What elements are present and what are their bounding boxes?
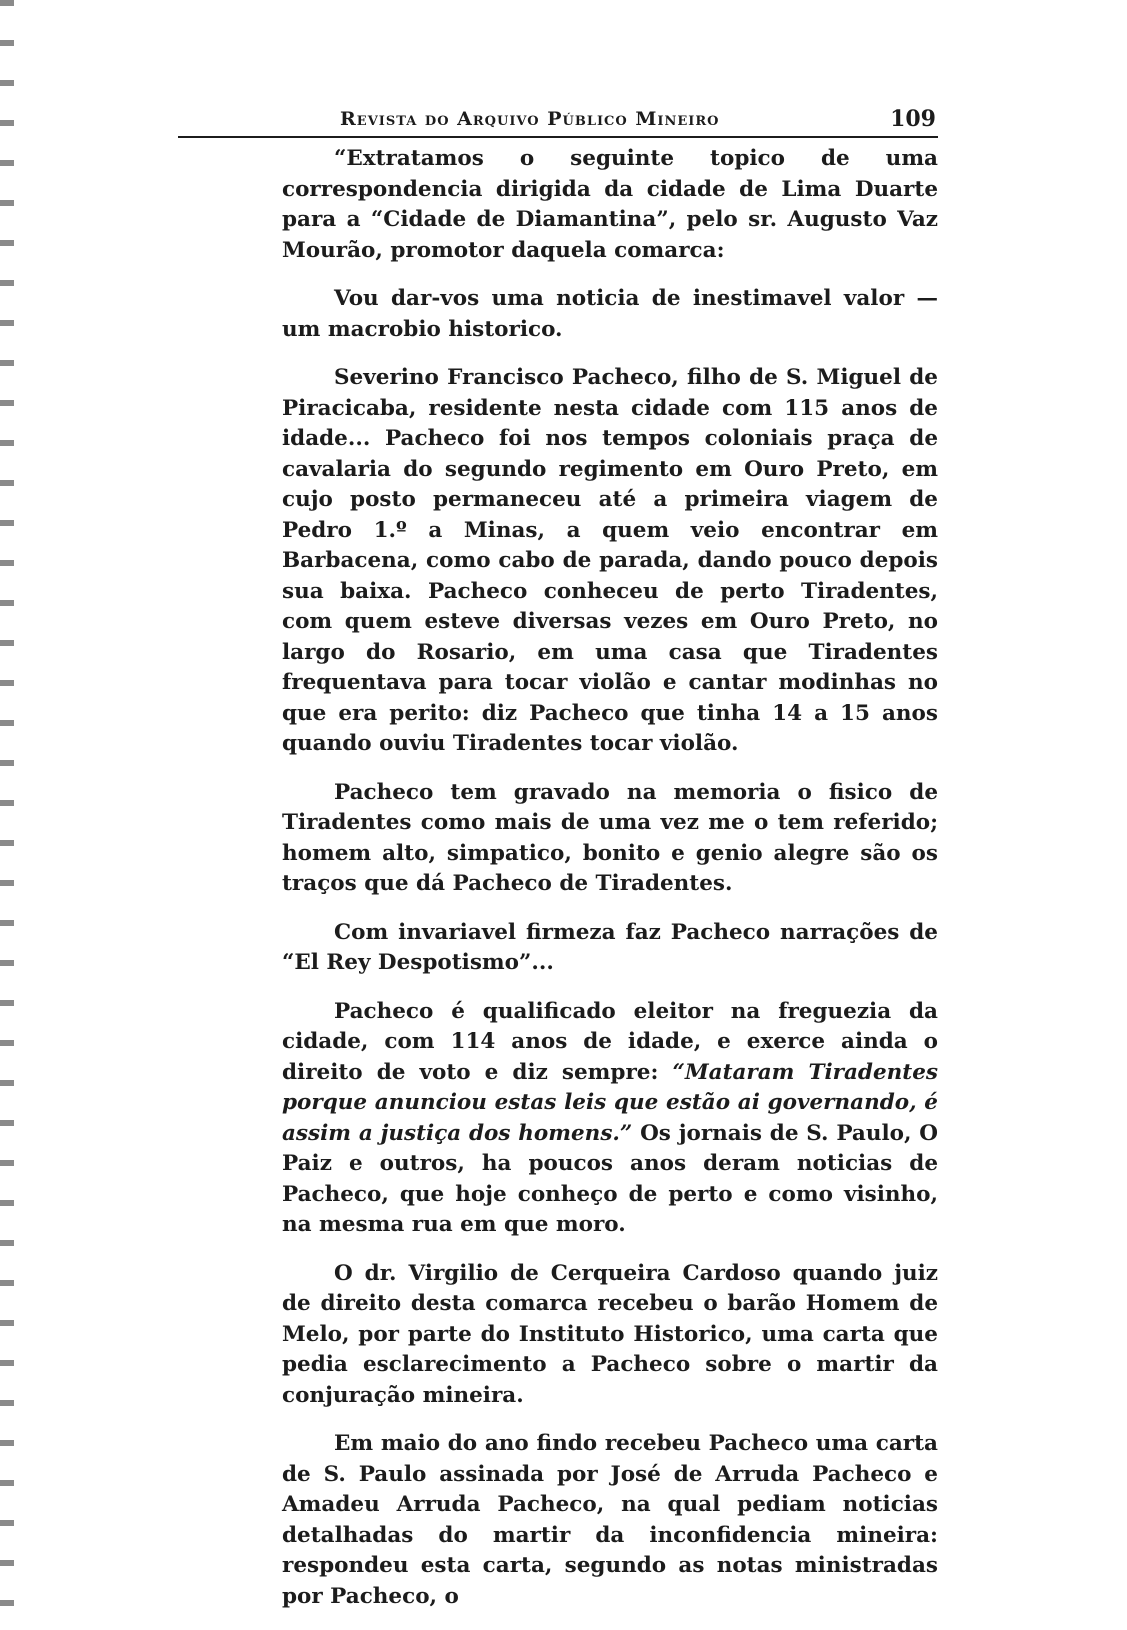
paragraph-macrobio: Vou dar-vos uma noticia de inestimavel valor — um macrobio historico. [282,286,938,342]
journal-title: Revista do Arquivo Público Mineiro [340,108,720,130]
eleitor-text-before: Pacheco é qualificado eleitor na freguezia da cidade, com 114 anos de idade, e exerce ainda o direito de voto e diz sempre: [282,998,938,1085]
running-header [178,96,938,138]
document-page [178,96,938,1630]
page-number: 109 [890,106,936,132]
paragraph-fisico: Pacheco tem gravado na memoria o fisico de Tiradentes como mais de uma vez me o tem referido; homem alto, simpatico, bonito e genio alegre são os traços que dá Pacheco de Tiradentes. [282,779,938,896]
paragraph-eleitor [282,997,938,1241]
paragraph-severino: Severino Francisco Pacheco, filho de S. Miguel de Piracicaba, residente nesta cidade com 115 anos de idade... Pacheco foi nos tempos coloniais praça de cavalaria do segundo regimento em Ouro Preto, em cujo posto permaneceu até a primeira viagem de Pedro 1.º a Minas, a quem veio encontrar em Barbacena, como cabo de parada, dando pouco depois sua baixa. Pacheco conheceu de perto Tiradentes, com quem esteve diversas vezes em Ouro Preto, no largo do Rosario, em uma casa que Tiradentes frequentava para tocar violão e cantar modinhas no que era perito: diz Pacheco que tinha 14 a 15 anos quando ouviu Tiradentes tocar violão. [282,365,938,756]
paragraph-virgilio: O dr. Virgilio de Cerqueira Cardoso quando juiz de direito desta comarca recebeu o barão Homem de Melo, por parte do Instituto Historico, uma carta que pedia esclarecimento a Pacheco sobre o martir da conjuração mineira. [282,1260,938,1408]
binding-edge-shadow [0,0,14,1607]
body-text [178,138,938,1612]
paragraph-intro: “Extratamos o seguinte topico de uma correspondencia dirigida da cidade de Lima Duarte para a “Cidade de Diamantina”, pelo sr. Augusto Vaz Mourão, promotor daquela comarca: [282,146,938,263]
paragraph-el-rey: Com invariavel firmeza faz Pacheco narrações de “El Rey Despotismo”... [282,919,938,975]
tiradentes-quote: “Mataram Tiradentes porque anunciou estas leis que estão ai governando, é assim a justiça dos homens.” [282,1059,938,1146]
paragraph-carta: Em maio do ano findo recebeu Pacheco uma carta de S. Paulo assinada por José de Arruda Pacheco e Amadeu Arruda Pacheco, na qual pediam noticias detalhadas do martir da inconfidencia mineira: respondeu esta carta, segundo as notas ministradas por Pacheco, o [282,1431,938,1609]
eleitor-text-after: Os jornais de S. Paulo, O Paiz e outros, ha poucos anos deram noticias de Pacheco, que hoje conheço de perto e como visinho, na mesma rua em que moro. [282,1120,939,1237]
